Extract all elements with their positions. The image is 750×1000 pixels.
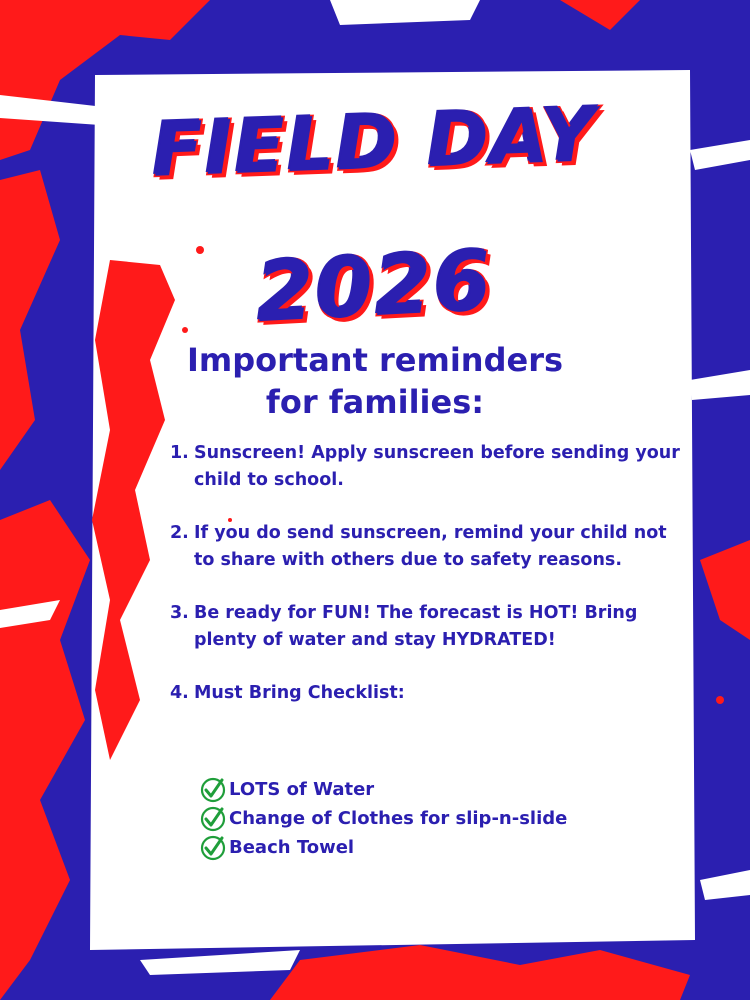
reminder-text: If you do send sunscreen, remind your child not to share with others due to safety reasons.: [194, 523, 667, 570]
reminder-number: 1.: [170, 443, 189, 463]
checklist-item: [200, 804, 567, 833]
subtitle: [0, 340, 750, 423]
title-year: 2026: [254, 233, 496, 342]
checklist-item: [200, 833, 567, 862]
reminder-item-1: [170, 440, 690, 494]
reminder-text: Sunscreen! Apply sunscreen before sending your child to school.: [194, 443, 680, 490]
check-circle-icon: [200, 777, 226, 803]
check-circle-icon: [200, 835, 226, 861]
subtitle-line-2: for families:: [265, 382, 485, 421]
reminder-text: Must Bring Checklist:: [194, 683, 405, 703]
reminder-text: Be ready for FUN! The forecast is HOT! Bring plenty of water and stay HYDRATED!: [194, 603, 638, 650]
checklist-item-label: Change of Clothes for slip-n-slide: [229, 808, 568, 829]
reminder-number: 4.: [170, 683, 189, 703]
reminder-item-4: [170, 680, 690, 707]
title-field-day: FIELD DAY: [151, 92, 599, 194]
checklist: [200, 775, 567, 862]
reminder-number: 3.: [170, 603, 189, 623]
checklist-item: [200, 775, 567, 804]
reminder-list: [170, 440, 690, 733]
check-circle-icon: [200, 806, 226, 832]
subtitle-line-1: Important reminders: [186, 341, 564, 379]
checklist-item-label: Beach Towel: [229, 837, 355, 858]
reminder-number: 2.: [170, 523, 189, 543]
reminder-item-2: [170, 520, 690, 574]
checklist-item-label: LOTS of Water: [229, 779, 375, 800]
reminder-item-3: [170, 600, 690, 654]
